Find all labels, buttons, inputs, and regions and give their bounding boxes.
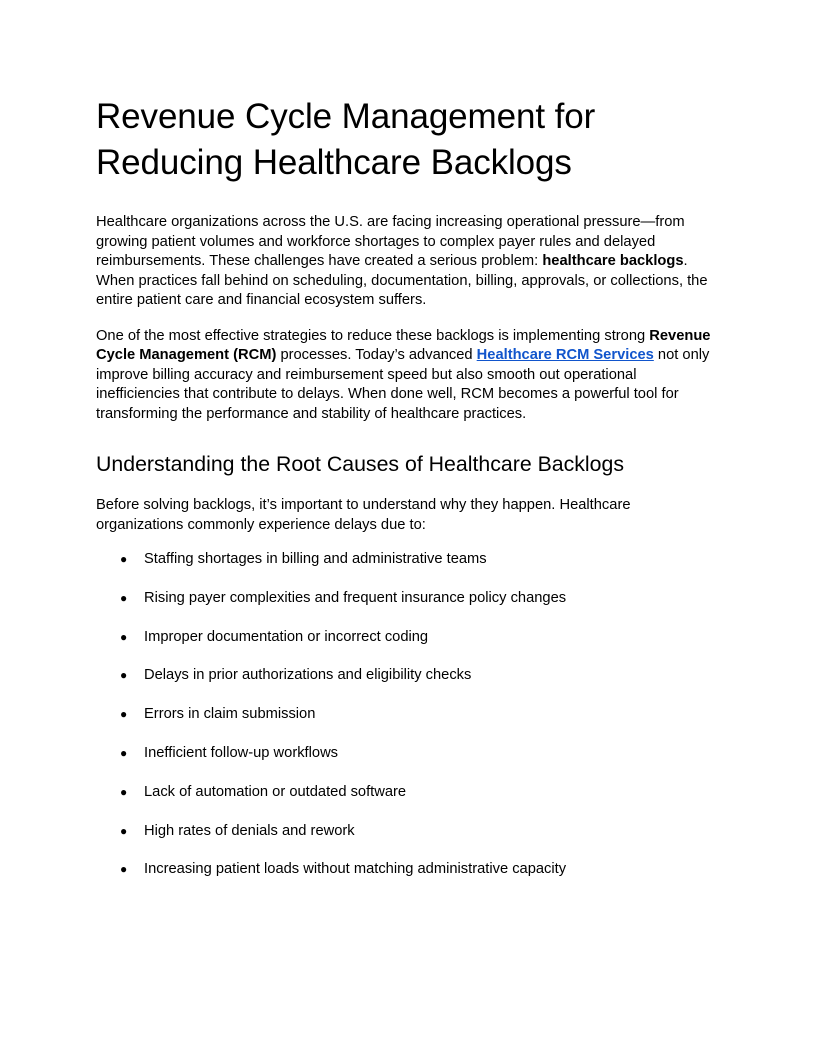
causes-list [96,550,720,880]
rcm-bold-term: Revenue Cycle Management (RCM) [96,327,711,363]
bullet-icon: ● [120,629,128,644]
list-item [96,550,720,570]
list-item-text: High rates of denials and rework [144,822,355,839]
intro-paragraph [96,213,720,311]
section-intro: Before solving backlogs, it’s important to understand why they happen. Healthcare organizations commonly experience delays due to: [96,497,631,533]
list-item-text: Delays in prior authorizations and eligibility checks [144,667,472,684]
list-item-text: Improper documentation or incorrect coding [144,628,429,645]
list-item [96,860,720,880]
bullet-icon: ● [120,590,128,605]
list-item-text: Rising payer complexities and frequent insurance policy changes [144,589,567,606]
section-heading: Understanding the Root Causes of Healthcare Backlogs [96,452,624,476]
rcm-text-middle: processes. Today’s advanced [276,347,477,363]
list-item-text: Inefficient follow-up workflows [144,744,339,761]
list-item [96,822,720,842]
bullet-icon: ● [120,668,128,683]
list-item [96,705,720,725]
list-item [96,628,720,648]
list-item [96,783,720,803]
bullet-icon: ● [120,862,128,877]
list-item-text: Errors in claim submission [144,706,316,723]
list-item [96,589,720,609]
bullet-icon: ● [120,784,128,799]
bullet-icon: ● [120,552,128,566]
healthcare-rcm-services-link[interactable]: Healthcare RCM Services [476,347,654,363]
intro-text-end: . When practices fall behind on scheduling, documentation, billing, approvals, or collections, the entire patient care and financial ecosystem suffers. [96,253,708,308]
bullet-icon: ● [120,823,128,838]
list-item-text: Increasing patient loads without matching administrative capacity [144,861,567,878]
list-item-text: Staffing shortages in billing and administrative teams [144,551,487,567]
list-item [96,744,720,764]
list-item-text: Lack of automation or outdated software [144,783,407,800]
intro-bold-term: healthcare backlogs [542,253,684,269]
document-page [96,94,720,899]
list-item [96,666,720,686]
rcm-paragraph [96,327,720,425]
rcm-text-end: not only improve billing accuracy and reimbursement speed but also smooth out operational inefficiencies that contribute to delays. When done well, RCM becomes a powerful tool for transforming the performance and stability of healthcare practices. [96,347,710,422]
rcm-text-start: One of the most effective strategies to reduce these backlogs is implementing strong [96,327,650,344]
bullet-icon: ● [120,707,128,722]
page-title: Revenue Cycle Management for Reducing Healthcare Backlogs [96,97,596,182]
bullet-icon: ● [120,745,128,760]
intro-text-start: Healthcare organizations across the U.S. are facing increasing operational pressure—from growing patient volumes and workforce shortages to complex payer rules and delayed reimbursements. These challenges have created a serious problem: [96,214,685,269]
